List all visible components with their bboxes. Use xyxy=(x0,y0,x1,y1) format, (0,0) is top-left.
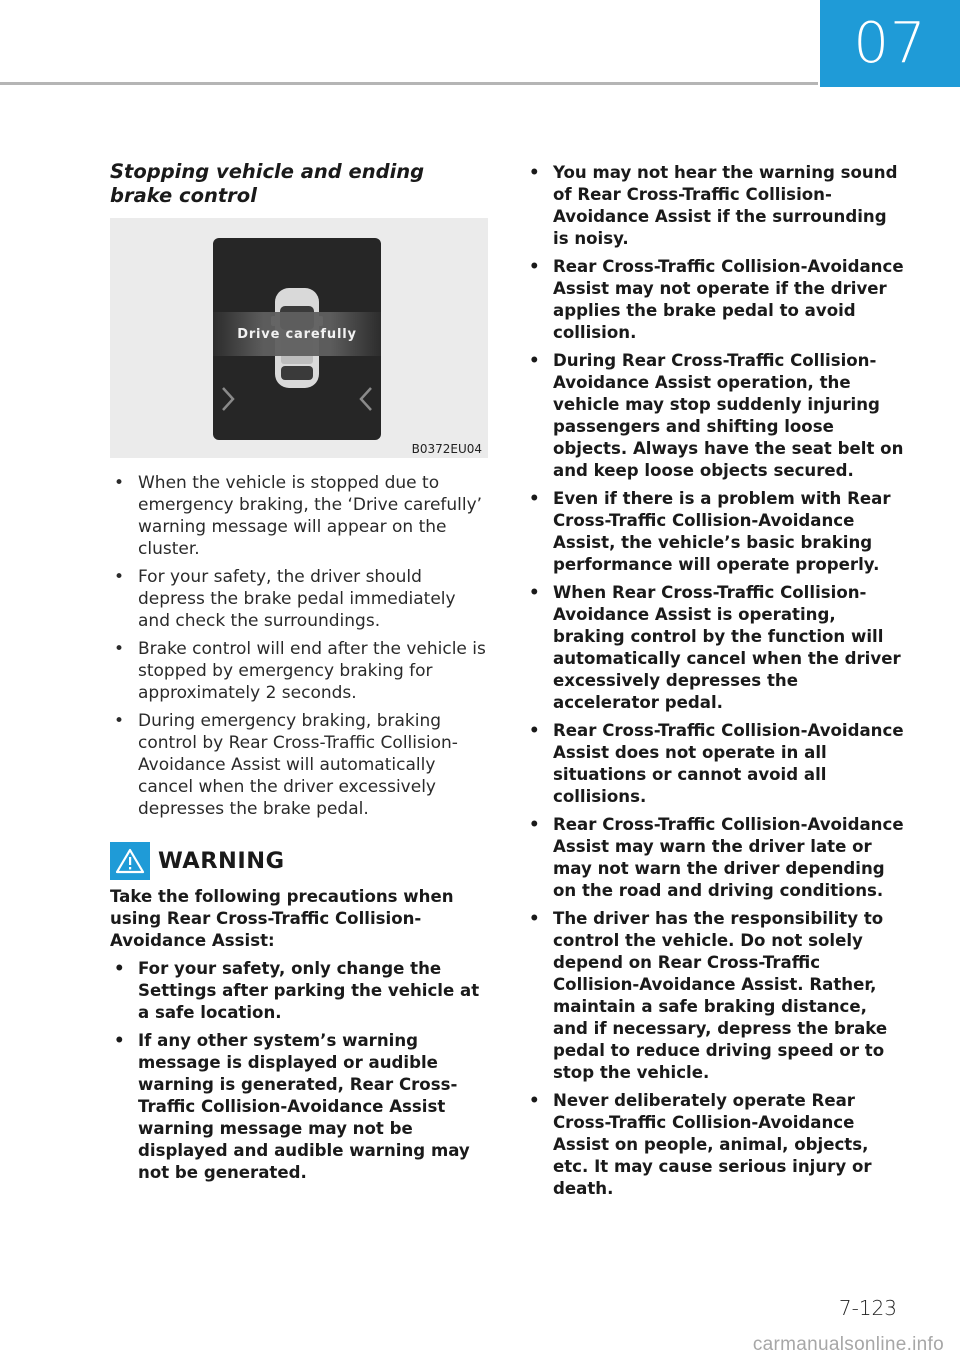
warning-message-banner xyxy=(213,312,381,356)
warning-intro: Take the following precautions when using Rear Cross-Traffic Collision-Avoidance Assist: xyxy=(110,887,454,950)
list-item: • For your safety, only change the Settings after parking the vehicle at a safe location. xyxy=(110,958,488,1024)
list-item: • During emergency braking, braking control by Rear Cross-Traffic Collision-Avoidance Assist will automatically cancel when the driver excessively depresses the brake pedal. xyxy=(110,710,488,820)
drive-carefully-message: Drive carefully xyxy=(237,326,357,342)
warning-bullets xyxy=(110,958,488,1184)
list-item: • Rear Cross-Traffic Collision-Avoidance Assist may not operate if the driver applies the brake pedal to avoid collision. xyxy=(525,256,905,344)
figure-code: B0372EU04 xyxy=(411,442,482,456)
list-item: • Rear Cross-Traffic Collision-Avoidance Assist does not operate in all situations or cannot avoid all collisions. xyxy=(525,720,905,808)
page-number: 7-123 xyxy=(838,1296,897,1320)
watermark: carmanualsonline.info xyxy=(752,1334,944,1355)
right-column xyxy=(525,162,905,1206)
cluster-display xyxy=(213,238,381,440)
chapter-number: 07 xyxy=(853,11,927,76)
list-item: • If any other system’s warning message is displayed or audible warning is generated, Rear Cross-Traffic Collision-Avoidance Assist warning message may not be displayed and audible warning may not be generated. xyxy=(110,1030,488,1184)
list-item: • Brake control will end after the vehicle is stopped by emergency braking for approximately 2 seconds. xyxy=(110,638,488,704)
list-item: • Rear Cross-Traffic Collision-Avoidance Assist may warn the driver late or may not warn the driver depending on the road and driving conditions. xyxy=(525,814,905,902)
warning-icon xyxy=(110,842,150,880)
cluster-figure xyxy=(110,218,488,458)
right-chevron-icon xyxy=(359,386,373,412)
warning-header xyxy=(110,842,488,880)
list-item: • The driver has the responsibility to control the vehicle. Do not solely depend on Rear Cross-Traffic Collision-Avoidance Assist. Rather, maintain a safe braking distance, and if necessary, depress the brake pedal to reduce driving speed or to stop the vehicle. xyxy=(525,908,905,1084)
stopping-bullets xyxy=(110,472,488,820)
list-item: • Even if there is a problem with Rear Cross-Traffic Collision-Avoidance Assist, the vehicle’s basic braking performance will operate properly. xyxy=(525,488,905,576)
list-item: • During Rear Cross-Traffic Collision-Avoidance Assist operation, the vehicle may stop suddenly injuring passengers and shifting loose objects. Always have the seat belt on and keep loose objects secured. xyxy=(525,350,905,482)
section-title: Stopping vehicle and ending brake control xyxy=(110,160,425,207)
chapter-tab xyxy=(820,0,960,87)
warning-bullets-continued xyxy=(525,162,905,1200)
list-item: • You may not hear the warning sound of Rear Cross-Traffic Collision-Avoidance Assist if the surrounding is noisy. xyxy=(525,162,905,250)
left-chevron-icon xyxy=(221,386,235,412)
list-item: • When the vehicle is stopped due to emergency braking, the ‘Drive carefully’ warning message will appear on the cluster. xyxy=(110,472,488,560)
list-item: • When Rear Cross-Traffic Collision-Avoidance Assist is operating, braking control by the function will automatically cancel when the driver excessively depresses the accelerator pedal. xyxy=(525,582,905,714)
list-item: • For your safety, the driver should depress the brake pedal immediately and check the surroundings. xyxy=(110,566,488,632)
list-item: • Never deliberately operate Rear Cross-Traffic Collision-Avoidance Assist on people, animal, objects, etc. It may cause serious injury or death. xyxy=(525,1090,905,1200)
header-rule xyxy=(0,82,818,85)
warning-title: WARNING xyxy=(158,848,285,874)
left-column xyxy=(110,160,488,1190)
